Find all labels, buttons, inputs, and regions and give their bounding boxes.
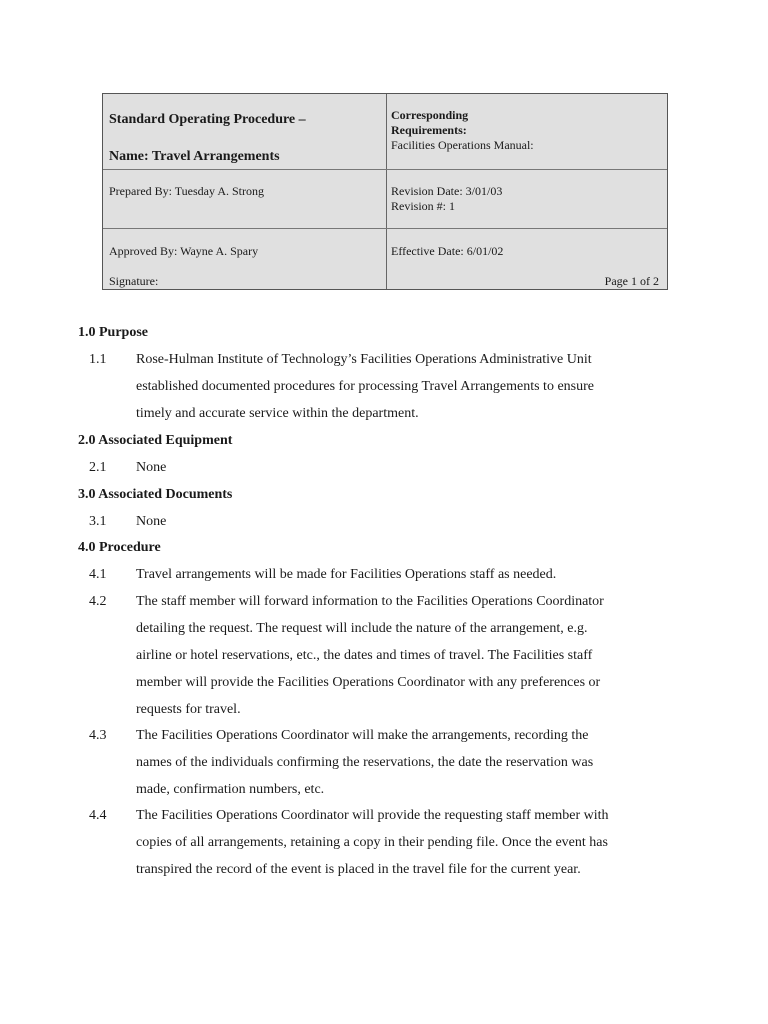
row-divider <box>103 228 667 229</box>
item-number: 1.1 <box>89 352 107 367</box>
signature-label: Signature: <box>109 274 159 288</box>
corresponding-requirements: Corresponding Requirements: Facilities Operations Manual: <box>391 108 534 152</box>
column-divider <box>386 94 387 289</box>
item-number: 4.4 <box>89 808 107 823</box>
item-text: None <box>136 460 167 475</box>
item-text: Travel arrangements will be made for Facilities Operations staff as needed. <box>136 567 557 582</box>
page-number: Page 1 of 2 <box>604 274 659 288</box>
item-number: 4.1 <box>89 567 107 582</box>
approved-by: Approved By: Wayne A. Spary <box>109 244 259 258</box>
item-number: 4.2 <box>89 594 107 609</box>
section-heading-procedure: 4.0 Procedure <box>78 540 161 555</box>
sop-name: Name: Travel Arrangements <box>109 149 280 164</box>
item-number: 4.3 <box>89 728 107 743</box>
prepared-by: Prepared By: Tuesday A. Strong <box>109 184 265 198</box>
item-text: The Facilities Operations Coordinator will make the arrangements, recording the names of the individuals confirming the reservations, the date the reservation was made, confirmation numbers, etc. <box>136 728 594 797</box>
section-heading-documents: 3.0 Associated Documents <box>78 487 233 502</box>
item-text: The staff member will forward information to the Facilities Operations Coordinator detailing the request. The request will include the nature of the arrangement, e.g. airline or hotel reservations, etc., the dates and times of travel. The Facilities staff member will provide the Facilities Operations Coordinator with any preferences or requests for travel. <box>136 594 604 717</box>
row-divider <box>103 169 667 170</box>
revision-info: Revision Date: 3/01/03 Revision #: 1 <box>391 184 503 213</box>
item-text: Rose-Hulman Institute of Technology’s Facilities Operations Administrative Unit established documented procedures for processing Travel Arrangements to ensure timely and accurate service within the department. <box>136 352 594 421</box>
item-text: The Facilities Operations Coordinator will provide the requesting staff member with copies of all arrangements, retaining a copy in their pending file. Once the event has transpired the record of the event is placed in the travel file for the current year. <box>136 808 609 877</box>
section-heading-purpose: 1.0 Purpose <box>78 325 148 340</box>
item-number: 2.1 <box>89 460 107 475</box>
section-heading-equipment: 2.0 Associated Equipment <box>78 433 233 448</box>
sop-header-table <box>102 93 668 290</box>
item-number: 3.1 <box>89 514 107 529</box>
sop-title: Standard Operating Procedure – <box>109 112 306 127</box>
effective-date: Effective Date: 6/01/02 <box>391 244 504 258</box>
item-text: None <box>136 514 167 529</box>
